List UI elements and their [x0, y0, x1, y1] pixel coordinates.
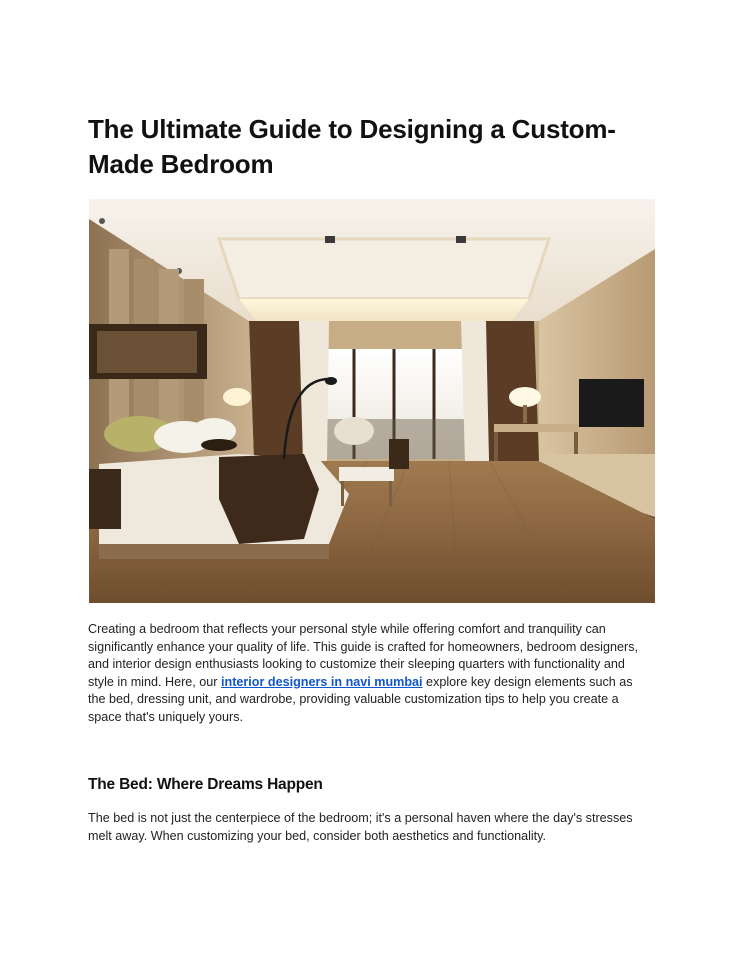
intro-paragraph — [88, 621, 648, 727]
intro-text-before-link: Creating a bedroom that reflects your personal style while offering comfort and tranquility can significantly enhance your quality of life. This guide is crafted for homeowners, bedroom designers, and interior design enthusiasts looking to customize their sleeping quarters with functionality and style in mind. Here, our — [88, 622, 638, 689]
section-bed-paragraph: The bed is not just the centerpiece of the bedroom; it's a personal haven where the day's stresses melt away. When customizing your bed, consider both aesthetics and functionality. — [88, 811, 633, 843]
section-heading-bed: The Bed: Where Dreams Happen — [88, 776, 323, 793]
interior-designers-link[interactable]: interior designers in navi mumbai — [221, 674, 423, 689]
bedroom-hero-image — [89, 199, 655, 603]
intro-text-after-link: explore key design elements such as the bed, dressing unit, and wardrobe, providing valuable customization tips to help you create a space that's uniquely yours. — [88, 674, 633, 724]
page-title: The Ultimate Guide to Designing a Custom-Made Bedroom — [88, 114, 616, 179]
